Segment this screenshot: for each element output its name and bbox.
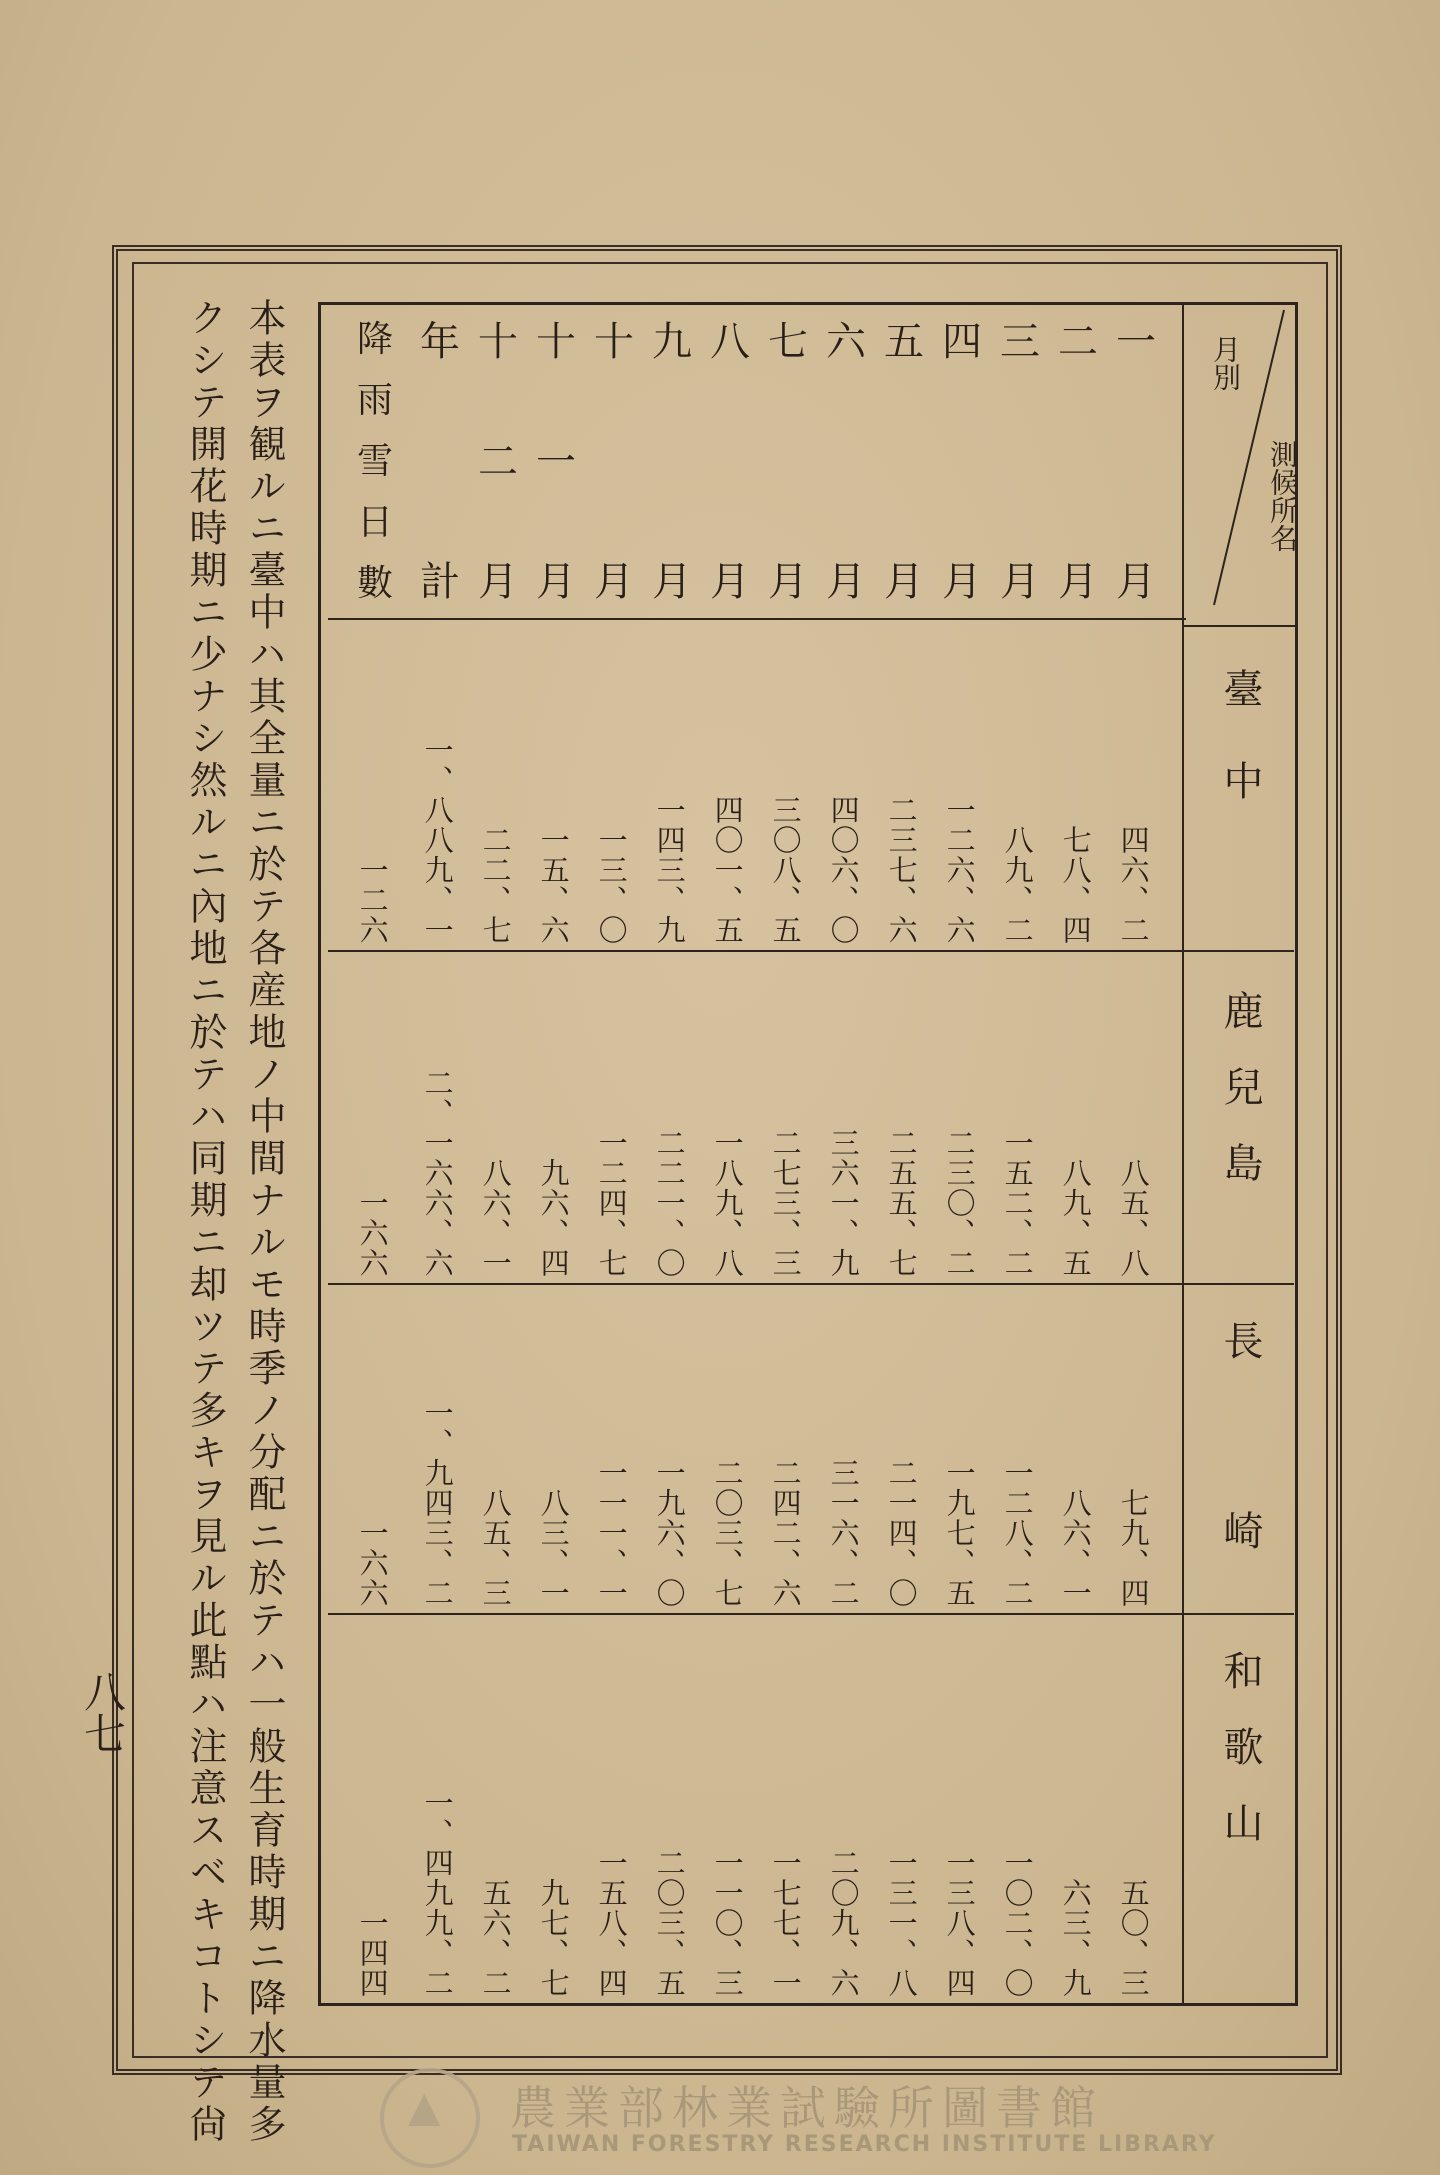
cell-nagasaki-11: 八三、一 (536, 1488, 571, 1608)
month-header-8: 八 月 (710, 319, 750, 605)
row-divider-taichu (328, 950, 1294, 952)
cell-nagasaki-7: 二四二、六 (768, 1458, 803, 1608)
cell-taichu-9: 一四三、九 (652, 795, 687, 945)
cell-taichu-2: 七八、四 (1058, 825, 1093, 945)
month-header-5: 五 月 (884, 319, 924, 605)
cell-kagoshima-10: 一二四、七 (594, 1128, 629, 1278)
month-header-4: 四 月 (942, 319, 982, 605)
cell-kagoshima-1: 八五、八 (1116, 1158, 1151, 1278)
cell-kagoshima-6: 三六一、九 (826, 1128, 861, 1278)
cell-kagoshima-13: 二、一六六、六 (420, 1068, 455, 1278)
cell-taichu-13: 一、八八九、一 (420, 735, 455, 945)
station-kagoshima: 鹿兒島 (1217, 990, 1263, 1218)
cell-taichu-7: 三〇八、五 (768, 795, 803, 945)
corner-station-label: 測候所名 (1266, 440, 1299, 552)
cell-nagasaki-2: 八六、一 (1058, 1488, 1093, 1608)
note-line-1: 本表ヲ観ルニ臺中ハ其全量ニ於テ各産地ノ中間ナルモ時季ノ分配ニ於テハ一般生育時期ニ降水量多 (242, 298, 286, 2146)
cell-wakayama-3: 一〇二、〇 (1000, 1848, 1035, 1998)
station-wakayama: 和歌山 (1217, 1650, 1263, 1878)
cell-wakayama-6: 二〇九、六 (826, 1848, 861, 1998)
cell-kagoshima-8: 一八九、八 (710, 1128, 745, 1278)
cell-nagasaki-3: 一二八、二 (1000, 1458, 1035, 1608)
cell-wakayama-1: 五〇、三 (1116, 1878, 1151, 1998)
cell-nagasaki-4: 一九七、五 (942, 1458, 977, 1608)
cell-taichu-10: 一三、〇 (594, 825, 629, 945)
cell-wakayama-12: 五六、二 (478, 1878, 513, 1998)
library-watermark (380, 2060, 1280, 2170)
station-nagasaki: 長崎 (1217, 1320, 1263, 1700)
cell-wakayama-4: 一三八、四 (942, 1848, 977, 1998)
cell-taichu-3: 八九、二 (1000, 825, 1035, 945)
cell-kagoshima-7: 二七三、三 (768, 1128, 803, 1278)
cell-nagasaki-9: 一九六、〇 (652, 1458, 687, 1608)
cell-kagoshima-14: 一六六 (355, 1188, 390, 1278)
cell-nagasaki-8: 二〇三、七 (710, 1458, 745, 1608)
cell-kagoshima-11: 九六、四 (536, 1158, 571, 1278)
cell-nagasaki-1: 七九、四 (1116, 1488, 1151, 1608)
cell-kagoshima-4: 二三〇、二 (942, 1128, 977, 1278)
row-divider-kagoshima (328, 1283, 1294, 1285)
month-header-10: 十 月 (594, 319, 634, 605)
cell-wakayama-7: 一七七、一 (768, 1848, 803, 1998)
month-header-12: 十 二 月 (478, 319, 518, 605)
cell-wakayama-9: 二〇三、五 (652, 1848, 687, 1998)
cell-nagasaki-10: 一一一、一 (594, 1458, 629, 1608)
cell-taichu-14: 一二六 (355, 855, 390, 945)
cell-wakayama-11: 九七、七 (536, 1878, 571, 1998)
cell-kagoshima-3: 一五二、二 (1000, 1128, 1035, 1278)
cell-nagasaki-12: 八五、三 (478, 1488, 513, 1608)
cell-wakayama-13: 一、四九九、二 (420, 1788, 455, 1998)
month-header-2: 二 月 (1058, 319, 1098, 605)
header-row-divider (328, 618, 1186, 620)
rain-days-header: 降 雨 雪 日 數 (356, 319, 393, 604)
cell-nagasaki-5: 二一四、〇 (884, 1458, 919, 1608)
cell-taichu-6: 四〇六、〇 (826, 795, 861, 945)
month-header-1: 一 月 (1116, 319, 1156, 605)
row-divider-nagasaki (328, 1613, 1294, 1615)
station-taichu: 臺中 (1217, 668, 1263, 852)
cell-kagoshima-2: 八九、五 (1058, 1158, 1093, 1278)
month-header-3: 三 月 (1000, 319, 1040, 605)
cell-wakayama-8: 一一〇、三 (710, 1848, 745, 1998)
annual-total-header: 年 計 (420, 319, 460, 605)
cell-taichu-5: 二三七、六 (884, 795, 919, 945)
cell-wakayama-10: 一五八、四 (594, 1848, 629, 1998)
cell-taichu-12: 二二、七 (478, 825, 513, 945)
library-name-english: TAIWAN FORESTRY RESEARCH INSTITUTE LIBRARY (512, 2132, 1217, 2157)
month-header-7: 七 月 (768, 319, 808, 605)
month-header-9: 九 月 (652, 319, 692, 605)
cell-kagoshima-9: 二二一、〇 (652, 1128, 687, 1278)
cell-wakayama-5: 一三一、八 (884, 1848, 919, 1998)
cell-taichu-1: 四六、二 (1116, 825, 1151, 945)
cell-wakayama-14: 一四四 (355, 1908, 390, 1998)
corner-month-label: 月別 (1209, 335, 1242, 391)
corner-divider (1182, 625, 1295, 627)
cell-taichu-4: 一二六、六 (942, 795, 977, 945)
note-line-2: クシテ開花時期ニ少ナシ然ルニ內地ニ於テハ同期ニ却ツテ多キヲ見ル此點ハ注意スベキコトシテ尙 (183, 298, 227, 2146)
cell-wakayama-2: 六三、九 (1058, 1878, 1093, 1998)
month-header-11: 十 一 月 (536, 319, 576, 605)
month-header-6: 六 月 (826, 319, 866, 605)
cell-kagoshima-12: 八六、一 (478, 1158, 513, 1278)
cell-nagasaki-13: 一、九四三、二 (420, 1398, 455, 1608)
cell-taichu-11: 一五、六 (536, 825, 571, 945)
library-name-chinese: 農業部林業試驗所圖書館 (510, 2081, 1104, 2135)
cell-kagoshima-5: 二五五、七 (884, 1128, 919, 1278)
star-icon: ▲ (408, 2082, 441, 2131)
cell-nagasaki-6: 三一六、二 (826, 1458, 861, 1608)
page-number: 八七 (78, 1670, 127, 1754)
cell-taichu-8: 四〇一、五 (710, 795, 745, 945)
cell-nagasaki-14: 一六六 (355, 1518, 390, 1608)
